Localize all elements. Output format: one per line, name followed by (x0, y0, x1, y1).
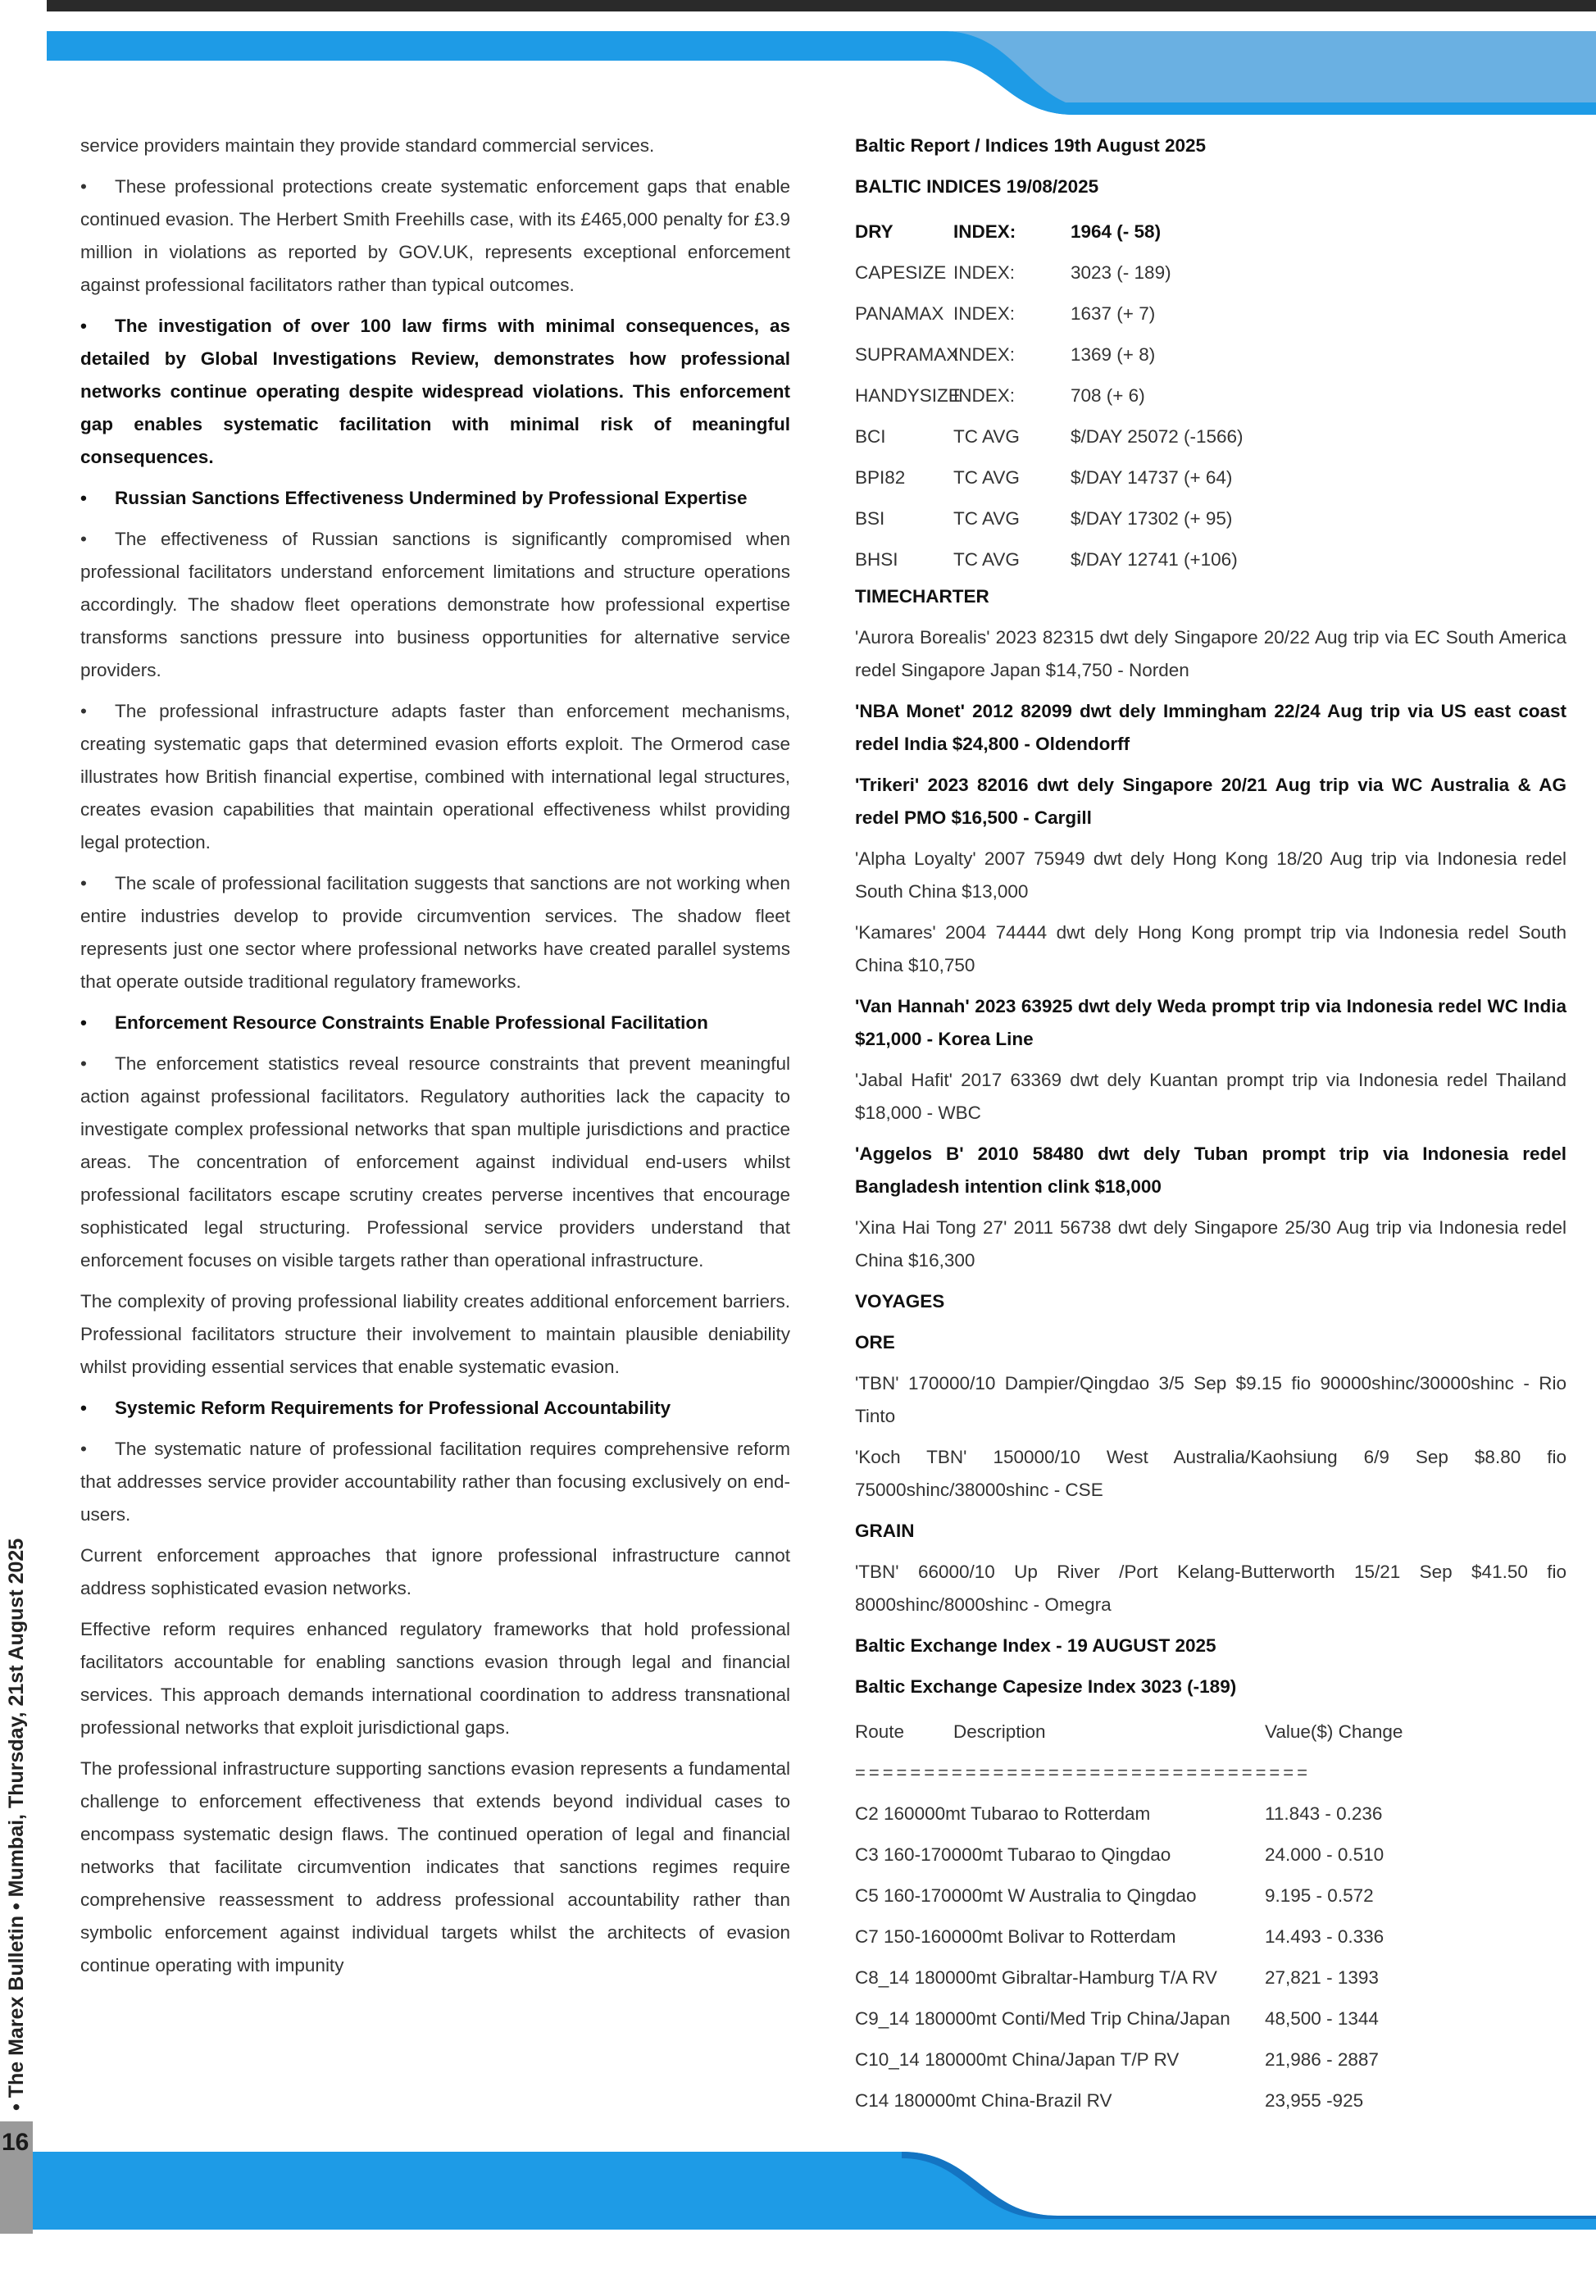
index-row (855, 498, 1566, 539)
index-name: PANAMAX (855, 303, 944, 324)
route-table-header (855, 1712, 1566, 1753)
bullet-icon: • (80, 701, 87, 721)
section-heading (80, 482, 790, 515)
timecharter-fixture: 'Alpha Loyalty' 2007 75949 dwt dely Hong Kong 18/20 Aug trip via Indonesia redel South China $13,000 (855, 848, 1566, 902)
index-row (855, 252, 1566, 293)
route-row (855, 1835, 1566, 1875)
paragraph-text: The enforcement statistics reveal resource constraints that prevent meaningful action against professional facilitators. Regulatory authorities lack the capacity to investigate complex professional networks that span multiple jurisdictions and practice areas. The concentration of enforcement against individual end-users whilst professional facilitators escape scrutiny creates perverse incentives that encourage sophisticated legal structuring. Professional service providers understand that enforcement focuses on visible targets rather than operational infrastructure. (80, 1053, 790, 1271)
index-name: BSI (855, 508, 885, 529)
article-paragraph (80, 695, 790, 859)
route-value: 48,500 - 1344 (1265, 2008, 1379, 2029)
bullet-icon: • (80, 1398, 87, 1418)
route-cell (855, 1957, 1217, 1998)
paragraph-text: The scale of professional facilitation suggests that sanctions are not working when entire industries develop to provide circumvention services. The shadow fleet represents just one sector where professional networks have created parallel systems that operate outside traditional regulatory frameworks. (80, 873, 790, 992)
paragraph-text: Enforcement Resource Constraints Enable Professional Facilitation (115, 1012, 708, 1033)
ore-fixture: 'Koch TBN' 150000/10 West Australia/Kaohsiung 6/9 Sep $8.80 fio 75000shinc/38000shinc - CSE (855, 1447, 1566, 1500)
article-paragraph (80, 1753, 790, 1982)
route-value: 27,821 - 1393 (1265, 1967, 1379, 1988)
index-name: SUPRAMAX (855, 344, 959, 365)
route-row (855, 1957, 1566, 1998)
index-label: INDEX: (953, 385, 1016, 406)
route-code: C10_14 (855, 2049, 920, 2070)
value-header: Value($) Change (1265, 1721, 1403, 1742)
route-code: C9_14 (855, 2008, 910, 2029)
paragraph-text: Systemic Reform Requirements for Professional Accountability (115, 1398, 671, 1418)
paragraph-text: The professional infrastructure adapts faster than enforcement mechanisms, creating systematic gaps that determined evasion efforts exploit. The Ormerod case illustrates how British financial expertise, combined with international legal structures, creates evasion capabilities that maintain operational effectiveness whilst providing legal protection. (80, 701, 790, 852)
route-code: C7 (855, 1926, 879, 1947)
index-value: $/DAY 17302 (+ 95) (1071, 508, 1233, 529)
route-code: C14 (855, 2090, 889, 2111)
route-cell (855, 1875, 1197, 1916)
article-paragraph (80, 130, 790, 162)
report-title: Baltic Report / Indices 19th August 2025 (855, 135, 1207, 156)
paragraph-text: The investigation of over 100 law firms with minimal consequences, as detailed by Global Investigations Review, demonstrates how professional networks continue operating despite widespread violations. This enforcement gap enables systematic facilitation with minimal risk of meaningful consequences. (80, 316, 790, 467)
article-paragraph (80, 1433, 790, 1531)
route-row (855, 1875, 1566, 1916)
bullet-icon: • (80, 1439, 87, 1459)
right-column (855, 130, 1566, 2121)
timecharter-fixture: 'Kamares' 2004 74444 dwt dely Hong Kong prompt trip via Indonesia redel South China $10,750 (855, 922, 1566, 975)
index-value: 1369 (+ 8) (1071, 344, 1156, 365)
index-label: TC AVG (953, 508, 1020, 529)
article-paragraph (80, 1048, 790, 1277)
index-value: 1637 (+ 7) (1071, 303, 1156, 324)
paragraph-text: The complexity of proving professional liability creates additional enforcement barriers. Professional facilitators structure their involvement to maintain plausible deniability whilst providing essential services that enable systematic evasion. (80, 1291, 790, 1377)
bullet-icon: • (80, 176, 87, 197)
route-cell (855, 2039, 1179, 2080)
index-name: HANDYSIZE (855, 385, 961, 406)
index-name: BCI (855, 426, 886, 447)
route-code: C3 (855, 1844, 879, 1865)
index-row (855, 293, 1566, 334)
index-label: INDEX: (953, 303, 1016, 324)
index-name: CAPESIZE (855, 262, 947, 283)
top-bar (47, 0, 1596, 11)
bullet-icon: • (80, 316, 87, 336)
left-column (80, 130, 790, 1990)
index-label: INDEX: (953, 344, 1016, 365)
index-value: $/DAY 14737 (+ 64) (1071, 467, 1233, 488)
route-row (855, 1916, 1566, 1957)
timecharter-fixture: 'Jabal Hafit' 2017 63369 dwt dely Kuantan prompt trip via Indonesia redel Thailand $18,000 - WBC (855, 1070, 1566, 1123)
route-row (855, 1998, 1566, 2039)
route-description: 180000mt China/Japan T/P RV (925, 2049, 1180, 2070)
section-heading (80, 1392, 790, 1425)
route-description: 160-170000mt Tubarao to Qingdao (884, 1844, 1171, 1865)
route-description: 180000mt China-Brazil RV (893, 2090, 1112, 2111)
paragraph-text: The professional infrastructure supporting sanctions evasion represents a fundamental challenge to enforcement effectiveness that extends beyond individual cases to encompass systematic design flaws. The continued operation of legal and financial networks that facilitate circumvention indicates that sanctions regimes require comprehensive reassessment to address professional accountability rather than symbolic enforcement against individual targets whilst the architects of evasion continue operating with impunity (80, 1758, 790, 1975)
paragraph-text: Russian Sanctions Effectiveness Undermined by Professional Expertise (115, 488, 748, 508)
route-code: C5 (855, 1885, 879, 1906)
route-value: 21,986 - 2887 (1265, 2049, 1379, 2070)
bullet-icon: • (80, 1053, 87, 1074)
index-value: 3023 (- 189) (1071, 262, 1171, 283)
index-name: DRY (855, 221, 893, 242)
index-row (855, 375, 1566, 416)
index-label: INDEX: (953, 221, 1016, 242)
bullet-icon: • (80, 529, 87, 549)
grain-fixture: 'TBN' 66000/10 Up River /Port Kelang-Butterworth 15/21 Sep $41.50 fio 8000shinc/8000shinc - Omegra (855, 1562, 1566, 1615)
route-value: 14.493 - 0.336 (1265, 1926, 1385, 1947)
paragraph-text: Current enforcement approaches that ignore professional infrastructure cannot address sophisticated evasion networks. (80, 1545, 790, 1598)
article-paragraph (80, 310, 790, 474)
index-row (855, 457, 1566, 498)
paragraph-text: Effective reform requires enhanced regulatory frameworks that hold professional facilitators accountable for enabling sanctions evasion through legal and financial services. This approach demands international coordination to address transnational professional networks that exploit jurisdictional gaps. (80, 1619, 790, 1738)
bullet-icon: • (80, 488, 87, 508)
index-value: $/DAY 12741 (+106) (1071, 549, 1238, 570)
route-description: 160000mt Tubarao to Rotterdam (884, 1803, 1151, 1824)
index-value: 1964 (- 58) (1071, 221, 1162, 242)
route-value: 9.195 - 0.572 (1265, 1885, 1374, 1906)
article-paragraph (80, 1613, 790, 1744)
index-value: $/DAY 25072 (-1566) (1071, 426, 1244, 447)
voyages-heading: VOYAGES (855, 1291, 945, 1312)
route-description: 180000mt Conti/Med Trip China/Japan (914, 2008, 1230, 2029)
index-row (855, 334, 1566, 375)
route-description: 150-160000mt Bolivar to Rotterdam (884, 1926, 1176, 1947)
timecharter-fixture: 'Van Hannah' 2023 63925 dwt dely Weda prompt trip via Indonesia redel WC India $21,000 - Korea Line (855, 996, 1566, 1049)
timecharter-heading: TIMECHARTER (855, 586, 989, 607)
ore-heading: ORE (855, 1332, 895, 1353)
route-cell (855, 1916, 1175, 1957)
route-description: 180000mt Gibraltar-Hamburg T/A RV (914, 1967, 1217, 1988)
route-row (855, 2080, 1566, 2121)
paragraph-text: The effectiveness of Russian sanctions is significantly compromised when professional facilitators understand enforcement limitations and structure operations accordingly. The shadow fleet operations demonstrate how professional expertise transforms sanctions pressure into business opportunities for alternative service providers. (80, 529, 790, 680)
indices-title: BALTIC INDICES 19/08/2025 (855, 176, 1099, 197)
article-paragraph (80, 867, 790, 998)
timecharter-fixture: 'Aggelos B' 2010 58480 dwt dely Tuban prompt trip via Indonesia redel Bangladesh intention clink $18,000 (855, 1143, 1566, 1197)
bullet-icon: • (80, 873, 87, 893)
route-value: 11.843 - 0.236 (1265, 1803, 1383, 1824)
article-paragraph (80, 1285, 790, 1384)
paragraph-text: The systematic nature of professional facilitation requires comprehensive reform that addresses service provider accountability rather than focusing exclusively on end-users. (80, 1439, 790, 1525)
grain-heading: GRAIN (855, 1521, 915, 1541)
route-cell (855, 1998, 1230, 2039)
bulletin-masthead: • The Marex Bulletin • Mumbai, Thursday, 21st August 2025 (5, 1538, 28, 2111)
route-row (855, 2039, 1566, 2080)
timecharter-fixture: 'Xina Hai Tong 27' 2011 56738 dwt dely Singapore 25/30 Aug trip via Indonesia redel China $16,300 (855, 1217, 1566, 1271)
article-paragraph (80, 523, 790, 687)
route-value: 23,955 -925 (1265, 2090, 1364, 2111)
route-code: C8_14 (855, 1967, 910, 1988)
timecharter-fixture: 'Aurora Borealis' 2023 82315 dwt dely Singapore 20/22 Aug trip via EC South America redel Singapore Japan $14,750 - Norden (855, 627, 1566, 680)
index-row (855, 211, 1566, 252)
section-heading (80, 1007, 790, 1039)
table-separator: ================================= (855, 1762, 1311, 1783)
article-paragraph (80, 1539, 790, 1605)
index-label: TC AVG (953, 426, 1020, 447)
article-paragraph (80, 170, 790, 302)
description-header: Description (953, 1721, 1046, 1742)
route-code: C2 (855, 1803, 879, 1824)
route-cell (855, 1794, 1150, 1835)
timecharter-fixture: 'NBA Monet' 2012 82099 dwt dely Immingham 22/24 Aug trip via US east coast redel India $24,800 - Oldendorff (855, 701, 1566, 754)
route-value: 24.000 - 0.510 (1265, 1844, 1385, 1865)
paragraph-text: service providers maintain they provide standard commercial services. (80, 135, 655, 156)
timecharter-fixture: 'Trikeri' 2023 82016 dwt dely Singapore 20/21 Aug trip via WC Australia & AG redel PMO $16,500 - Cargill (855, 775, 1566, 828)
index-row (855, 539, 1566, 580)
capesize-title: Baltic Exchange Capesize Index 3023 (-189) (855, 1676, 1237, 1697)
index-name: BPI82 (855, 467, 906, 488)
paragraph-text: These professional protections create systematic enforcement gaps that enable continued evasion. The Herbert Smith Freehills case, with its £465,000 penalty for £3.9 million in violations as reported by GOV.UK, represents exceptional enforcement against professional facilitators rather than typical outcomes. (80, 176, 790, 295)
route-cell (855, 1835, 1171, 1875)
page-number: 16 (2, 2129, 30, 2156)
index-label: TC AVG (953, 467, 1020, 488)
bottom-blue-wave (0, 2119, 1596, 2234)
index-name: BHSI (855, 549, 898, 570)
route-description: 160-170000mt W Australia to Qingdao (884, 1885, 1197, 1906)
index-label: TC AVG (953, 549, 1020, 570)
ore-fixture: 'TBN' 170000/10 Dampier/Qingdao 3/5 Sep $9.15 fio 90000shinc/30000shinc - Rio Tinto (855, 1373, 1566, 1426)
bullet-icon: • (80, 1012, 87, 1033)
index-row (855, 416, 1566, 457)
route-cell (855, 2080, 1112, 2121)
index-label: INDEX: (953, 262, 1016, 283)
exchange-title: Baltic Exchange Index - 19 AUGUST 2025 (855, 1635, 1216, 1656)
route-row (855, 1794, 1566, 1835)
route-header: Route (855, 1721, 905, 1742)
top-blue-wave (0, 25, 1596, 115)
index-value: 708 (+ 6) (1071, 385, 1145, 406)
